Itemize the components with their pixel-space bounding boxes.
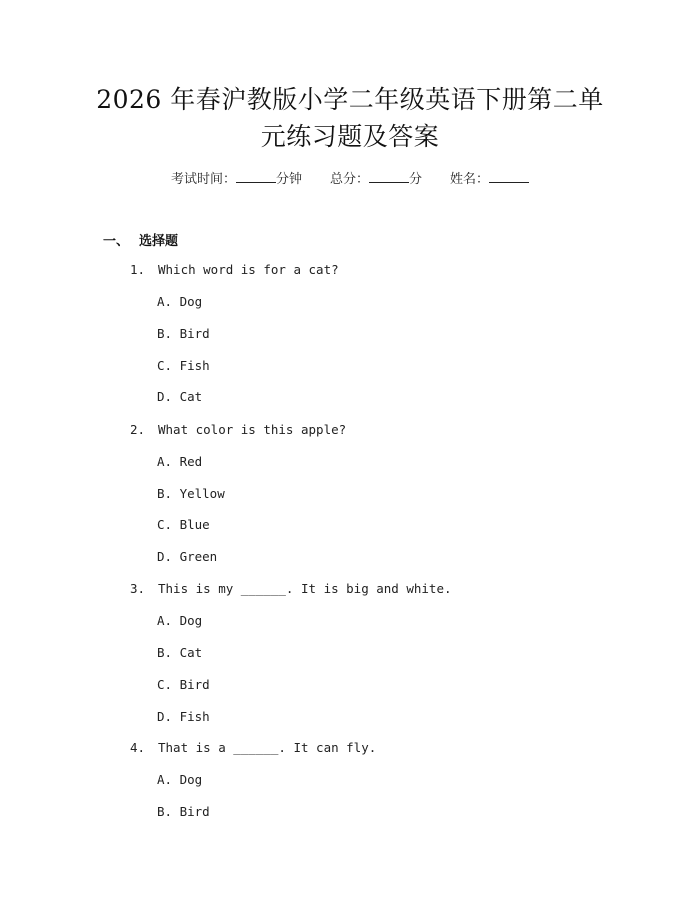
exam-time-field (171, 168, 302, 187)
question-number: 3. (130, 581, 146, 596)
option-item: D. Cat (157, 389, 203, 404)
question-text: That is a ______. It can fly. (158, 740, 377, 755)
option-item: A. Dog (157, 613, 203, 628)
question-text: This is my ______. It is big and white. (158, 581, 452, 596)
total-score-blank (369, 170, 409, 183)
option-item: A. Red (157, 454, 203, 469)
question-2 (130, 422, 346, 437)
option-item: D. Green (157, 549, 218, 564)
option-item: B. Bird (157, 804, 210, 819)
option-item: C. Fish (157, 358, 210, 373)
option-item: B. Yellow (157, 486, 225, 501)
exam-time-label: 考试时间： (170, 172, 236, 187)
option-item: A. Dog (157, 772, 203, 787)
section-number: 一、 (103, 234, 130, 249)
question-1 (130, 262, 339, 277)
exam-time-unit: 分钟 (275, 172, 302, 187)
option-item: A. Dog (157, 294, 203, 309)
option-item: C. Blue (157, 517, 210, 532)
option-item: C. Bird (157, 677, 210, 692)
document-title-line-2: 元练习题及答案 (260, 122, 440, 151)
question-number: 1. (130, 262, 146, 277)
question-text: What color is this apple? (158, 422, 347, 437)
name-blank (489, 170, 529, 183)
name-field (450, 168, 529, 187)
total-score-label: 总分： (329, 172, 369, 187)
total-score-field (330, 168, 422, 187)
total-score-unit: 分 (409, 172, 423, 187)
section-heading (103, 230, 178, 249)
option-item: B. Cat (157, 645, 203, 660)
option-item: D. Fish (157, 709, 210, 724)
question-number: 4. (130, 740, 146, 755)
option-item: B. Bird (157, 326, 210, 341)
question-4 (130, 740, 376, 755)
exam-info-row (0, 168, 700, 187)
section-title: 选择题 (139, 234, 179, 249)
exam-time-blank (236, 170, 276, 183)
question-3 (130, 581, 452, 596)
document-title-line-1: 2026 年春沪教版小学二年级英语下册第二单 (96, 85, 604, 114)
question-number: 2. (130, 422, 146, 437)
question-text: Which word is for a cat? (158, 262, 339, 277)
name-label: 姓名： (450, 172, 490, 187)
